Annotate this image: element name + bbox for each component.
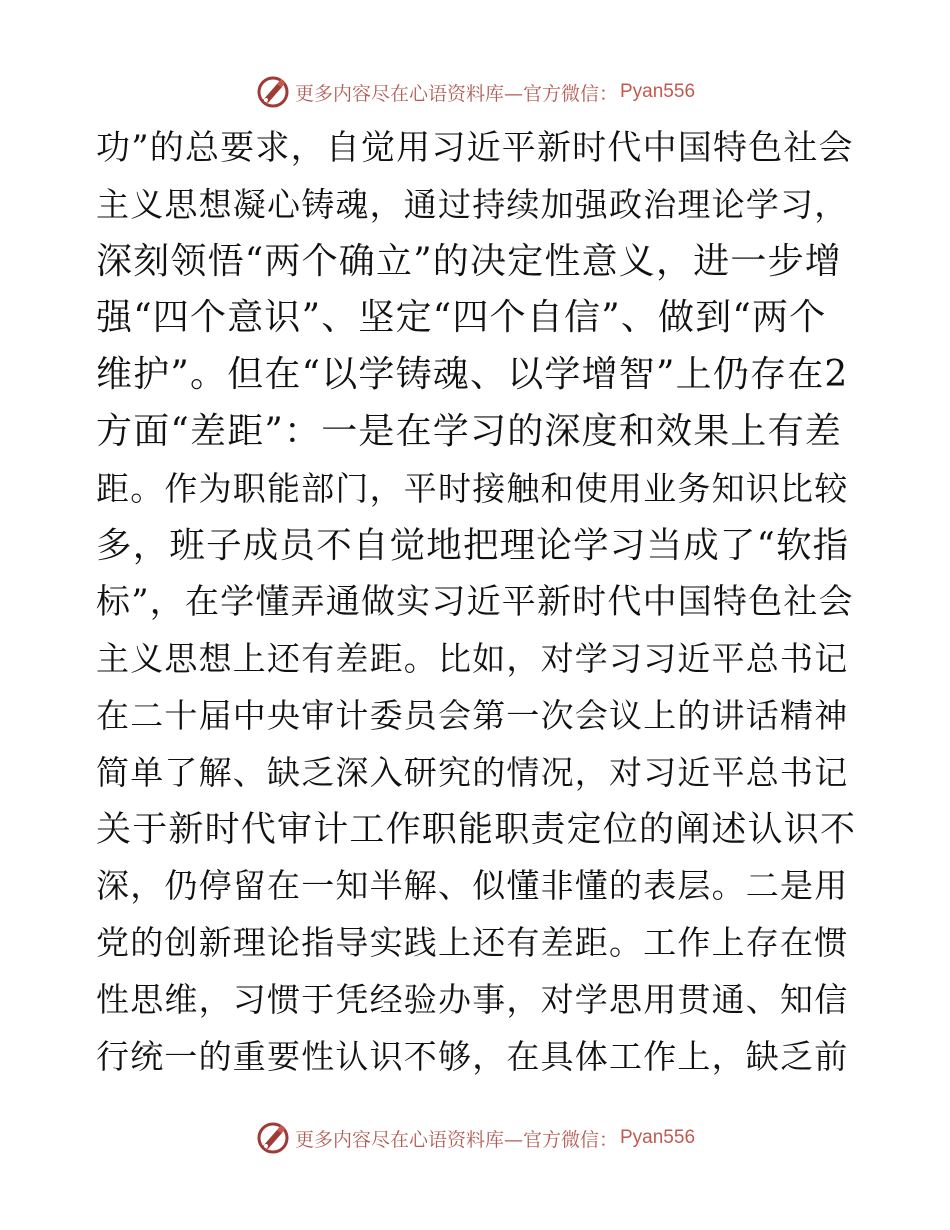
pen-circle-logo-icon [255,74,291,110]
text-line: 距。作为职能部门，平时接触和使用业务知识比较 [96,468,849,508]
watermark-text: 更多内容尽在心语资料库—官方微信： [294,1128,618,1151]
text-line: 主义思想凝心铸魂，通过持续加强政治理论学习， [96,184,849,224]
text-line: 简单了解、缺乏深入研究的情况，对习近平总书记 [96,752,849,792]
text-line: 关于新时代审计工作职能职责定位的阐述认识不 [96,809,857,850]
text-line: 标”，在学懂弄通做实习近平新时代中国特色社会 [96,582,854,623]
header-watermark-banner [0,72,950,112]
text-line: 方面“差距”：一是在学习的深度和效果上有差 [96,410,843,452]
body-text [96,120,856,1086]
text-line: 行统一的重要性认识不够，在具体工作上，缺乏前 [96,1036,849,1076]
text-line: 深，仍停留在一知半解、似懂非懂的表层。二是用 [96,866,849,906]
text-line: 多，班子成员不自觉地把理论学习当成了“软指 [96,524,850,566]
watermark-text: 更多内容尽在心语资料库—官方微信： [294,82,618,105]
footer-watermark-banner [0,1118,950,1158]
text-line: 深刻领悟“两个确立”的决定性意义，进一步增 [96,240,843,282]
text-line: 维护”。但在“以学铸魂、以学增智”上仍存在2 [96,354,849,396]
watermark-handle: Pyan556 [620,81,696,102]
text-line: 主义思想上还有差距。比如，对学习习近平总书记 [96,639,849,679]
watermark-handle: Pyan556 [620,1127,696,1148]
text-line: 在二十届中央审计委员会第一次会议上的讲话精神 [96,695,849,735]
text-line: 党的创新理论指导实践上还有差距。工作上存在惯 [96,923,849,963]
text-line: 功”的总要求，自觉用习近平新时代中国特色社会 [96,128,854,168]
text-line: 强“四个意识”、坚定“四个自信”、做到“两个 [96,297,827,339]
text-line: 性思维，习惯于凭经验办事，对学思用贯通、知信 [96,979,849,1019]
pen-circle-logo-icon [255,1120,291,1156]
